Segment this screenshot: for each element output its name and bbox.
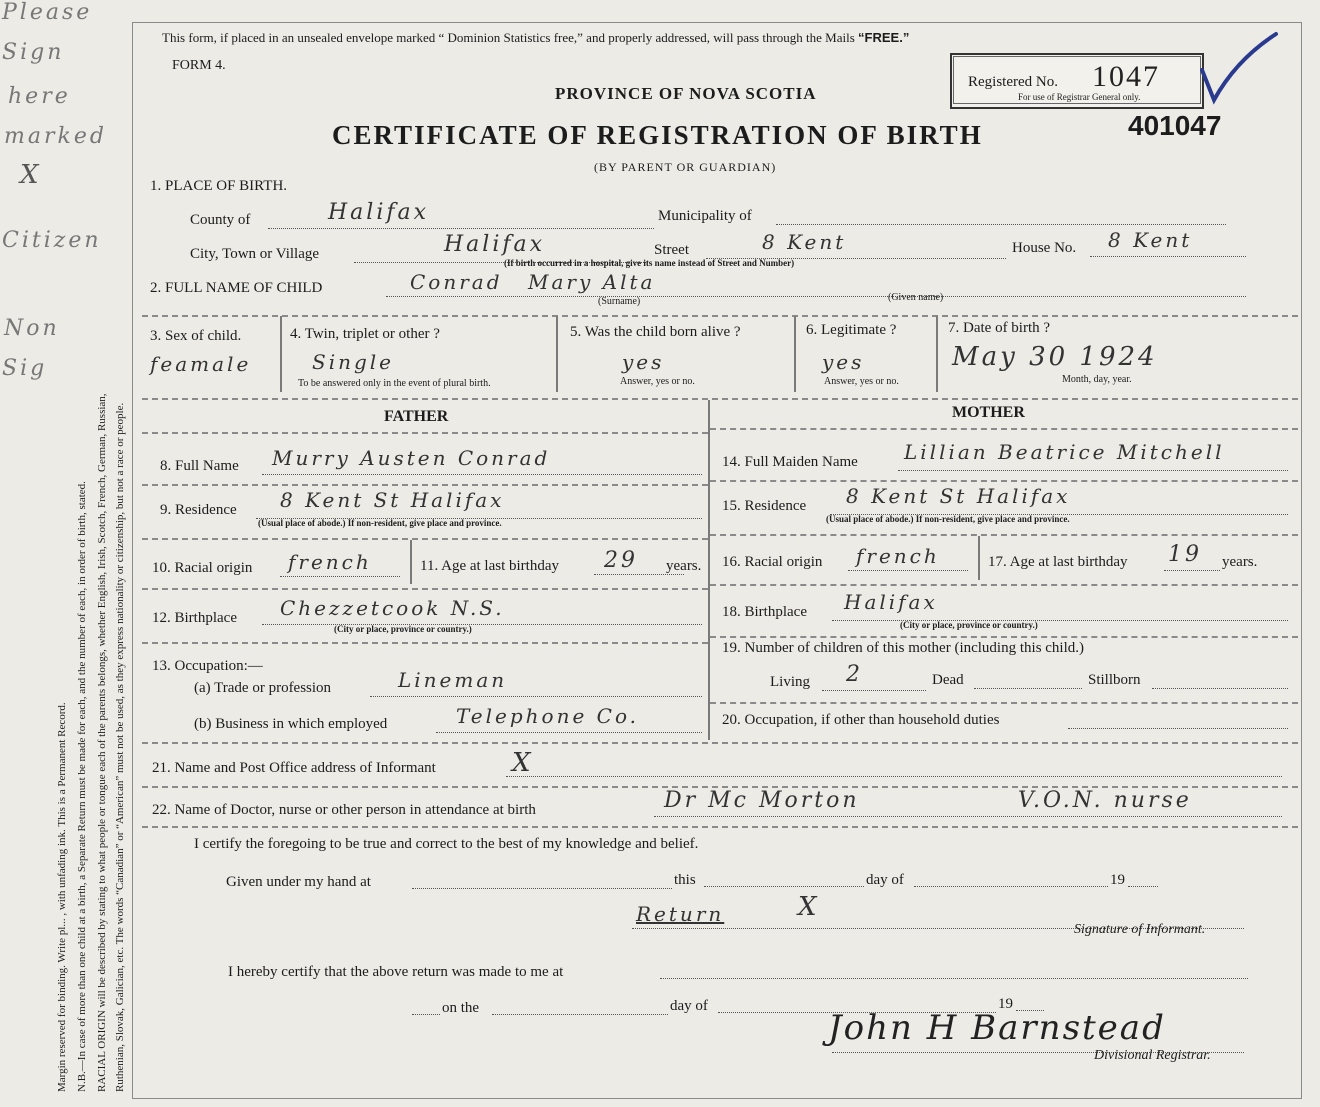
- doctor-value[interactable]: Dr Mc Morton: [664, 788, 860, 813]
- certify-text: I certify the foregoing to be true and correct to the best of my knowledge and belief.: [194, 836, 699, 852]
- mother-residence-note: (Usual place of abode.) If non-resident, give place and province.: [826, 514, 1070, 524]
- mother-row-16: [710, 584, 1298, 586]
- father-row-8: [142, 484, 708, 486]
- county-value[interactable]: Halifax: [328, 200, 430, 225]
- registrar-on-line: [492, 1014, 668, 1015]
- mother-name-value[interactable]: Lillian Beatrice Mitchell: [904, 440, 1225, 464]
- mother-row-18: [710, 636, 1298, 638]
- informant-line: [506, 776, 1282, 777]
- page-title: CERTIFICATE OF REGISTRATION OF BIRTH: [332, 120, 983, 150]
- margin-note-nb: N.B.—In case of more than one child at a birth, a Separate Return must be made for each, and the number of each, in order of birth, stated.: [76, 481, 88, 1092]
- mother-name-line: [898, 470, 1288, 471]
- margin-scribble-2: Sign: [2, 40, 65, 65]
- father-trade-line: [370, 696, 702, 697]
- margin-scribble-6: Citizen: [2, 228, 102, 253]
- informant-value[interactable]: X: [512, 748, 534, 778]
- province-title: PROVINCE OF NOVA SCOTIA: [555, 84, 817, 103]
- father-residence-label: 9. Residence: [160, 502, 237, 518]
- mother-racial-line: [848, 570, 968, 571]
- city-value[interactable]: Halifax: [444, 232, 546, 257]
- father-age-value[interactable]: 29: [604, 548, 638, 573]
- doctor-value-2[interactable]: V.O.N. nurse: [1018, 788, 1192, 813]
- this-label: this: [674, 872, 696, 888]
- given-at-line: [412, 888, 672, 889]
- legitimate-value[interactable]: yes: [822, 350, 865, 374]
- mother-racial-value[interactable]: french: [856, 544, 940, 568]
- margin-note-racial-2: Ruthenian, Slovak, Galician, etc. The words “Canadian” or “American” must not be used, as they express nationality or citizenship, but not a race or people.: [114, 402, 126, 1092]
- father-header-rule: [142, 432, 708, 434]
- legitimate-note: Answer, yes or no.: [824, 376, 899, 387]
- mother-racial-divider: [978, 536, 980, 580]
- county-line: [268, 228, 654, 229]
- mother-header-rule: [710, 428, 1298, 430]
- given-under-label: Given under my hand at: [226, 874, 371, 890]
- dob-value[interactable]: May 30 1924: [952, 342, 1158, 372]
- surname-note: (Surname): [598, 296, 641, 307]
- registrar-at-line: [660, 978, 1248, 979]
- mother-row-14: [710, 480, 1298, 482]
- house-label: House No.: [1012, 240, 1077, 256]
- father-birthplace-value[interactable]: Chezzetcook N.S.: [280, 596, 505, 620]
- mother-age-value[interactable]: 19: [1168, 542, 1202, 567]
- father-racial-line: [280, 576, 400, 577]
- street-label: Street: [654, 242, 689, 258]
- col-divider-4: [936, 316, 938, 392]
- father-racial-label: 10. Racial origin: [152, 560, 253, 576]
- municipality-line: [776, 224, 1226, 225]
- informant-label: 21. Name and Post Office address of Informant: [152, 760, 436, 776]
- registrar-certify-text: I hereby certify that the above return was made to me at: [228, 964, 564, 980]
- father-residence-value[interactable]: 8 Kent St Halifax: [280, 488, 505, 512]
- registrar-year-label: 19: [998, 996, 1013, 1012]
- father-age-unit: years.: [666, 558, 702, 574]
- doctor-line: [654, 816, 1282, 817]
- registrar-signature: John H Barnstead: [828, 1008, 1166, 1048]
- year-label: 19: [1110, 872, 1125, 888]
- margin-scribble-4: marked: [4, 124, 107, 149]
- father-name-value[interactable]: Murry Austen Conrad: [272, 446, 551, 470]
- twin-label: 4. Twin, triplet or other ?: [290, 326, 440, 342]
- father-racial-value[interactable]: french: [288, 550, 372, 574]
- margin-note-binding: Margin reserved for binding. Write pl... , with unfading ink. This is a Permanent Record.: [56, 702, 68, 1092]
- stamp-number: 401047: [1128, 110, 1222, 141]
- registered-no-label: Registered No.: [968, 74, 1058, 90]
- registrar-caption: Divisional Registrar.: [1094, 1048, 1211, 1063]
- child-given-name[interactable]: Mary Alta: [528, 270, 656, 294]
- margin-scribble-1: Please: [2, 0, 93, 25]
- father-trade-label: (a) Trade or profession: [194, 680, 332, 696]
- living-value[interactable]: 2: [846, 662, 863, 687]
- father-birthplace-label: 12. Birthplace: [152, 610, 237, 626]
- house-line: [1090, 256, 1246, 257]
- dead-line: [974, 688, 1082, 689]
- mother-age-unit: years.: [1222, 554, 1258, 570]
- born-alive-note: Answer, yes or no.: [620, 376, 695, 387]
- father-racial-divider: [410, 540, 412, 584]
- father-employer-value[interactable]: Telephone Co.: [456, 704, 640, 728]
- born-alive-label: 5. Was the child born alive ?: [570, 324, 741, 340]
- father-birthplace-note: (City or place, province or country.): [334, 624, 472, 634]
- father-header: FATHER: [384, 408, 449, 425]
- margin-scribble-5: X: [20, 160, 42, 190]
- parents-divider: [708, 400, 710, 740]
- legitimate-label: 6. Legitimate ?: [806, 322, 897, 338]
- row-divider-top: [142, 315, 1298, 317]
- father-residence-note: (Usual place of abode.) If non-resident, give place and province.: [258, 518, 502, 528]
- year-line: [1128, 886, 1158, 887]
- mother-row-15: [710, 534, 1298, 536]
- registrar-day-label: day of: [670, 998, 708, 1014]
- mother-racial-label: 16. Racial origin: [722, 554, 823, 570]
- county-label: County of: [190, 212, 251, 228]
- margin-note-racial: RACIAL ORIGIN will be described by stating to what people or tongue each of the parents belongs, whether English, Irish, Scotch, French, German, Russian,: [96, 393, 108, 1092]
- city-label: City, Town or Village: [190, 246, 320, 262]
- mother-occupation-label: 20. Occupation, if other than household duties: [722, 712, 1000, 728]
- margin-scribble-7: Non: [4, 316, 60, 341]
- row-divider-mid: [142, 398, 1298, 400]
- born-alive-value[interactable]: yes: [622, 350, 665, 374]
- margin-scribble-3: here: [8, 84, 71, 109]
- father-occupation-label: 13. Occupation:—: [152, 658, 263, 674]
- col-divider-3: [794, 316, 796, 392]
- parents-bottom-rule: [142, 742, 1298, 744]
- stillborn-line: [1152, 688, 1288, 689]
- top-notice: This form, if placed in an unsealed envelope marked “ Dominion Statistics free,” and properly addressed, will pass through the Mails “FREE.”: [162, 30, 910, 45]
- day-of-label: day of: [866, 872, 904, 888]
- informant-signature-caption: Signature of Informant.: [1074, 922, 1206, 937]
- dob-label: 7. Date of birth ?: [948, 320, 1051, 336]
- dead-label: Dead: [932, 672, 964, 688]
- place-of-birth-label: 1. PLACE OF BIRTH.: [150, 178, 288, 194]
- mother-birthplace-value[interactable]: Halifax: [844, 590, 938, 614]
- col-divider-1: [280, 316, 282, 392]
- mother-birthplace-note: (City or place, province or country.): [900, 620, 1038, 630]
- margin-scribble-8: Sig: [2, 356, 48, 381]
- mother-residence-value[interactable]: 8 Kent St Halifax: [846, 484, 1071, 508]
- mother-residence-label: 15. Residence: [722, 498, 807, 514]
- row-22-rule: [142, 826, 1298, 828]
- free-label: “FREE.”: [858, 30, 910, 45]
- mother-age-line: [1164, 570, 1220, 571]
- registrar-on-label: on the: [442, 1000, 480, 1016]
- father-trade-value[interactable]: Lineman: [398, 668, 508, 692]
- child-name-line: [386, 296, 1246, 297]
- mother-occupation-line: [1068, 728, 1288, 729]
- father-row-9: [142, 538, 708, 540]
- checkmark-icon: [1196, 30, 1286, 110]
- mother-row-19: [710, 702, 1298, 704]
- father-age-label: 11. Age at last birthday: [420, 558, 559, 574]
- child-surname[interactable]: Conrad: [410, 270, 503, 294]
- father-employer-line: [436, 732, 702, 733]
- mother-header: MOTHER: [952, 404, 1025, 421]
- mother-birthplace-label: 18. Birthplace: [722, 604, 807, 620]
- father-birthplace-line: [262, 624, 702, 625]
- given-name-note: (Given name): [888, 292, 944, 303]
- mother-name-label: 14. Full Maiden Name: [722, 454, 858, 470]
- father-employer-label: (b) Business in which employed: [194, 716, 388, 732]
- twin-value[interactable]: Single: [312, 350, 395, 374]
- mother-age-label: 17. Age at last birthday: [988, 554, 1128, 570]
- father-name-label: 8. Full Name: [160, 458, 239, 474]
- street-value[interactable]: 8 Kent: [762, 230, 847, 254]
- living-line: [822, 690, 926, 691]
- col-divider-2: [556, 316, 558, 392]
- father-name-line: [262, 474, 702, 475]
- living-label: Living: [770, 674, 810, 690]
- children-count-label: 19. Number of children of this mother (including this child.): [722, 640, 1085, 656]
- informant-signature-mark[interactable]: X: [798, 892, 820, 922]
- doctor-label: 22. Name of Doctor, nurse or other person in attendance at birth: [152, 802, 536, 818]
- page-subtitle: (BY PARENT OR GUARDIAN): [594, 160, 777, 174]
- twin-note: To be answered only in the event of plural birth.: [298, 378, 491, 389]
- day-of-line: [914, 886, 1108, 887]
- hospital-note: (If birth occurred in a hospital, give its name instead of Street and Number): [504, 258, 795, 268]
- stillborn-label: Stillborn: [1088, 672, 1141, 688]
- form-number: FORM 4.: [172, 58, 226, 73]
- registrar-note: For use of Registrar General only.: [1018, 92, 1141, 102]
- dob-note: Month, day, year.: [1062, 374, 1132, 385]
- sex-value[interactable]: feamale: [150, 352, 252, 376]
- this-line: [704, 886, 864, 887]
- informant-signature-value[interactable]: Return: [636, 902, 725, 926]
- house-value[interactable]: 8 Kent: [1108, 228, 1193, 252]
- registrar-on-pre-line: [412, 1014, 440, 1015]
- municipality-label: Municipality of: [658, 208, 752, 224]
- sex-label: 3. Sex of child.: [150, 328, 242, 344]
- registered-no-value: 1047: [1092, 60, 1160, 93]
- child-name-label: 2. FULL NAME OF CHILD: [150, 280, 323, 296]
- father-row-12: [142, 642, 708, 644]
- father-row-10: [142, 588, 708, 590]
